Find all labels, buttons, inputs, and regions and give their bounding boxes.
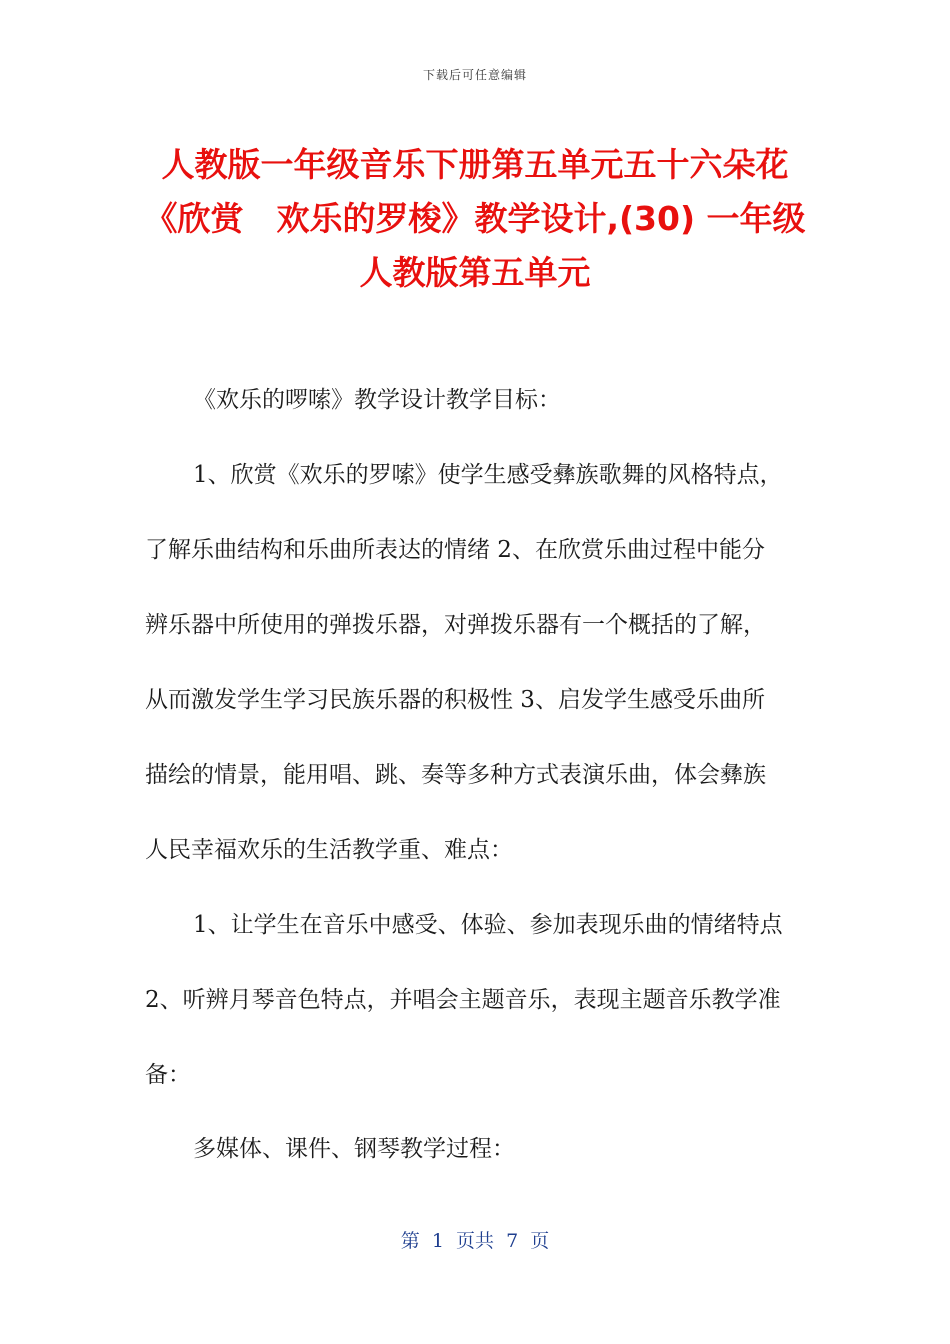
body-line: 了解乐曲结构和乐曲所表达的情绪 2、在欣赏乐曲过程中能分 <box>145 537 765 563</box>
page-footer: 第 1 页共 7 页 <box>400 1230 550 1252</box>
body-line: 描绘的情景，能用唱、跳、奏等多种方式表演乐曲，体会彝族 <box>145 762 766 788</box>
body-line: 1、欣赏《欢乐的罗嗦》使学生感受彝族歌舞的风格特点， <box>193 462 783 488</box>
body-line: 《欢乐的啰嗦》教学设计教学目标： <box>193 387 561 413</box>
body-line: 从而激发学生学习民族乐器的积极性 3、启发学生感受乐曲所 <box>145 687 765 713</box>
header-note: 下载后可任意编辑 <box>422 68 527 82</box>
body-line: 1、让学生在音乐中感受、体验、参加表现乐曲的情绪特点 <box>193 912 783 938</box>
body-line: 辨乐器中所使用的弹拨乐器，对弹拨乐器有一个概括的了解， <box>145 612 766 638</box>
body-line: 人民幸福欢乐的生活教学重、难点： <box>145 837 513 863</box>
body-line: 备： <box>145 1062 191 1088</box>
body-line: 2、听辨月琴音色特点，并唱会主题音乐，表现主题音乐教学准 <box>145 987 781 1013</box>
title-line-1: 人教版一年级音乐下册第五单元五十六朵花 <box>161 145 789 184</box>
title-line-3: 人教版第五单元 <box>359 253 591 292</box>
body-line: 多媒体、课件、钢琴教学过程： <box>193 1136 515 1162</box>
document-title <box>120 138 830 300</box>
title-line-2: 《欣赏 欢乐的罗梭》教学设计,(30) 一年级 <box>144 199 806 238</box>
